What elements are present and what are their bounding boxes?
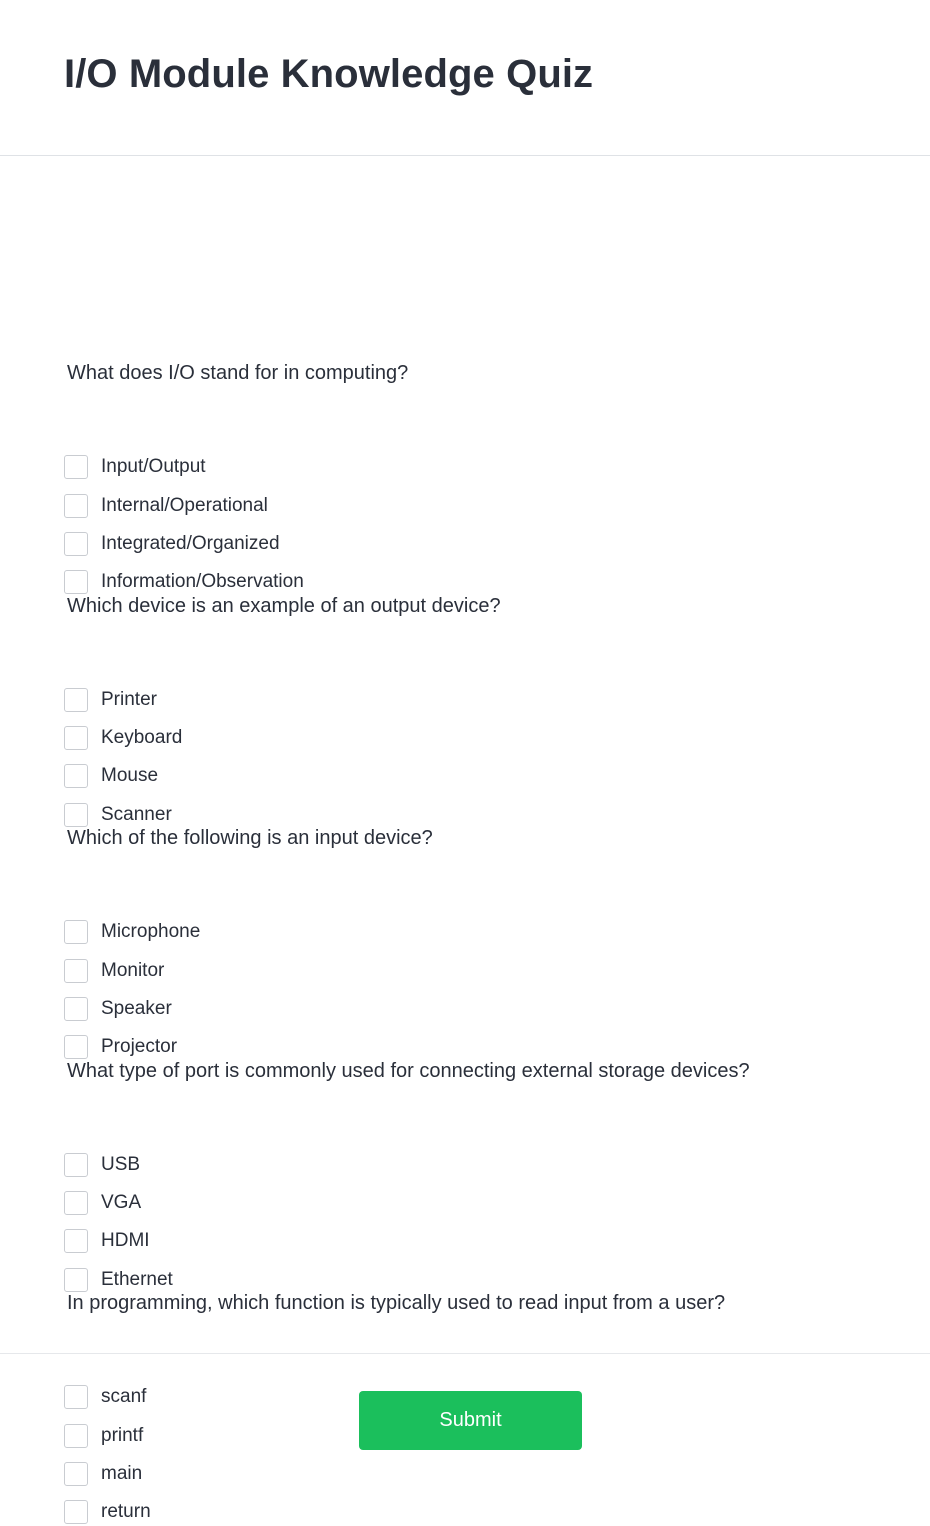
option-checkbox[interactable] xyxy=(64,455,88,479)
option-item[interactable] xyxy=(64,997,464,1023)
option-checkbox[interactable] xyxy=(64,959,88,983)
option-label: Input/Output xyxy=(101,456,206,477)
option-checkbox[interactable] xyxy=(64,726,88,750)
option-item[interactable] xyxy=(64,920,464,946)
option-checkbox[interactable] xyxy=(64,688,88,712)
option-item[interactable] xyxy=(64,803,464,829)
option-label: VGA xyxy=(101,1192,142,1213)
option-label: HDMI xyxy=(101,1230,150,1251)
option-checkbox[interactable] xyxy=(64,920,88,944)
quiz-footer xyxy=(0,1354,930,1500)
option-checkbox[interactable] xyxy=(64,532,88,556)
question-text: In programming, which function is typically used to read input from a user? xyxy=(67,1292,726,1314)
option-label: Microphone xyxy=(101,921,201,942)
option-checkbox[interactable] xyxy=(64,803,88,827)
option-label: Information/Observation xyxy=(101,571,304,592)
option-label: Keyboard xyxy=(101,727,183,748)
option-label: Mouse xyxy=(101,765,159,786)
option-checkbox[interactable] xyxy=(64,1268,88,1292)
option-item[interactable] xyxy=(64,494,464,520)
option-label: Scanner xyxy=(101,804,172,825)
option-item[interactable] xyxy=(64,726,464,752)
submit-button[interactable]: Submit xyxy=(359,1391,582,1450)
option-checkbox[interactable] xyxy=(64,570,88,594)
option-label: Printer xyxy=(101,689,157,710)
option-item[interactable] xyxy=(64,1191,464,1217)
option-label: Internal/Operational xyxy=(101,495,268,516)
page-title: I/O Module Knowledge Quiz xyxy=(64,52,594,96)
option-label: Ethernet xyxy=(101,1269,173,1290)
question-text: What type of port is commonly used for connecting external storage devices? xyxy=(67,1060,750,1082)
question-text: What does I/O stand for in computing? xyxy=(67,362,409,384)
option-checkbox[interactable] xyxy=(64,997,88,1021)
option-item[interactable] xyxy=(64,570,464,596)
option-checkbox[interactable] xyxy=(64,1153,88,1177)
option-item[interactable] xyxy=(64,688,464,714)
option-label: scanf xyxy=(101,1386,147,1407)
option-checkbox[interactable] xyxy=(64,494,88,518)
option-item[interactable] xyxy=(64,455,464,481)
option-item[interactable] xyxy=(64,532,464,558)
option-label: USB xyxy=(101,1154,141,1175)
option-item[interactable] xyxy=(64,1035,464,1061)
option-checkbox[interactable] xyxy=(64,1191,88,1215)
question-text: Which of the following is an input device? xyxy=(67,827,433,849)
option-item[interactable] xyxy=(64,1229,464,1255)
option-checkbox[interactable] xyxy=(64,1035,88,1059)
option-label: Projector xyxy=(101,1036,178,1057)
option-label: Speaker xyxy=(101,998,172,1019)
option-checkbox[interactable] xyxy=(64,764,88,788)
option-label: return xyxy=(101,1501,151,1522)
option-checkbox[interactable] xyxy=(64,1500,88,1524)
question-text: Which device is an example of an output device? xyxy=(67,595,501,617)
option-item[interactable] xyxy=(64,1153,464,1179)
quiz-header xyxy=(0,0,930,156)
option-item[interactable] xyxy=(64,959,464,985)
option-label: main xyxy=(101,1463,143,1484)
option-label: Integrated/Organized xyxy=(101,533,280,554)
option-checkbox[interactable] xyxy=(64,1229,88,1253)
option-item[interactable] xyxy=(64,1268,464,1294)
option-item[interactable] xyxy=(64,1500,464,1526)
option-label: printf xyxy=(101,1425,144,1446)
option-item[interactable] xyxy=(64,764,464,790)
option-label: Monitor xyxy=(101,960,165,981)
